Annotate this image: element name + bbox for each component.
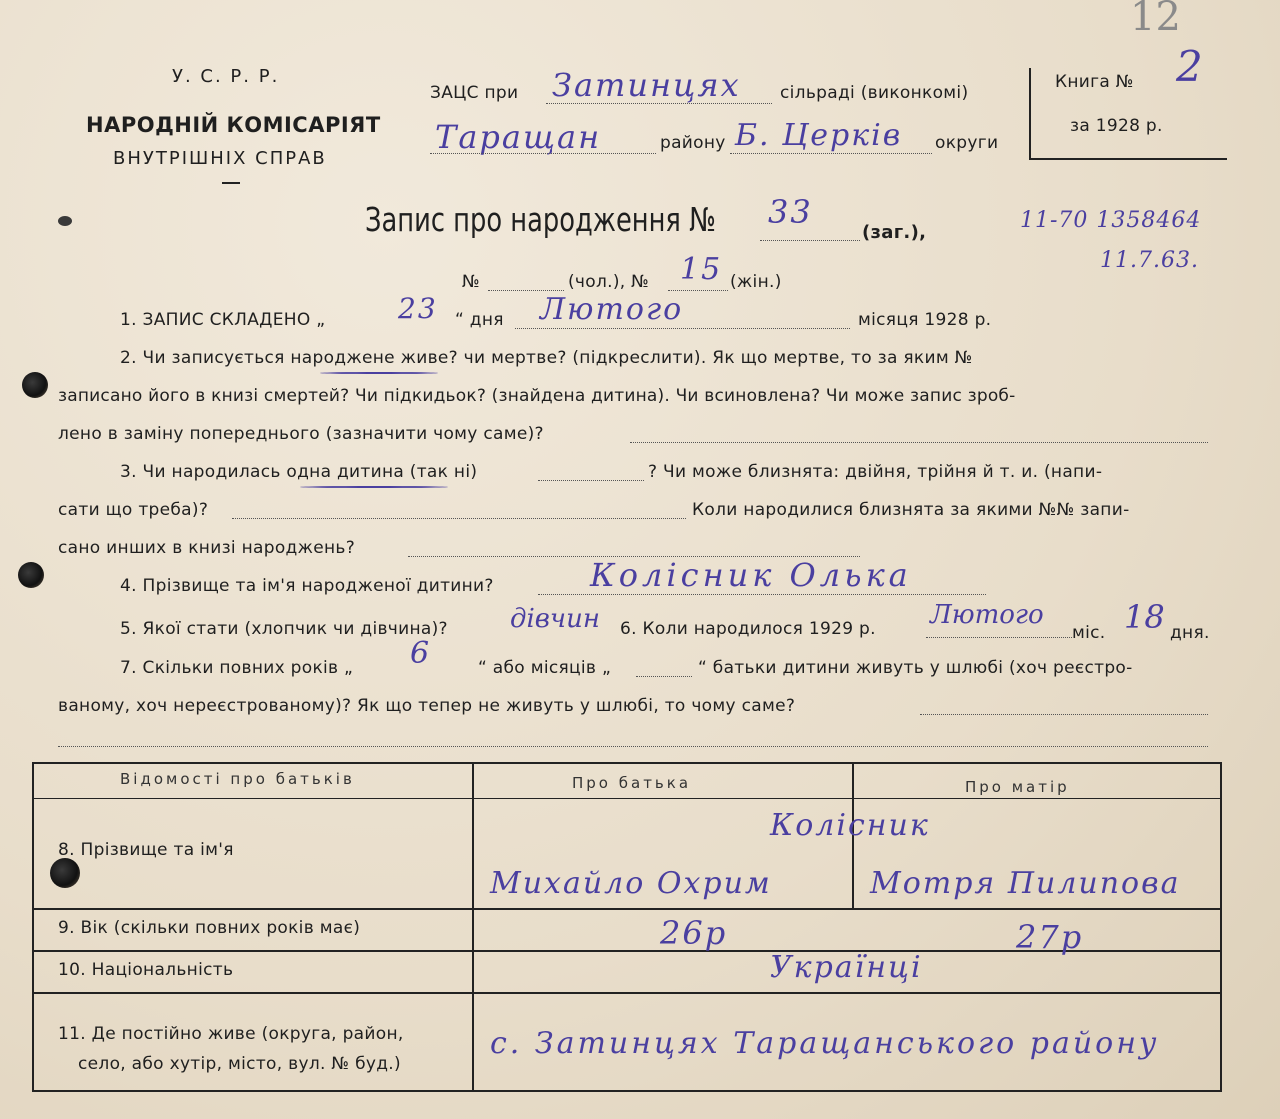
table-bottom	[32, 1090, 1222, 1092]
item-7-line-1c: “ батьки дитини живуть у шлюбі (хоч реєстро-	[698, 658, 1133, 678]
item-2-line-1: 2. Чи записується народжене живе? чи мертве? (підкреслити). Як що мертве, то за яким №	[120, 348, 973, 368]
corner-mark: 12	[1130, 0, 1181, 40]
sub-zhin-underline	[668, 290, 728, 291]
item-1-label: 1. ЗАПИС СКЛАДЕНО „	[120, 310, 326, 330]
ussr-label: У. С. Р. Р.	[172, 66, 280, 87]
table-header-bottom	[32, 798, 1222, 799]
item-7-line-3-dots	[58, 746, 1208, 747]
okrug-label: округи	[935, 133, 999, 153]
item-6-dnia: дня.	[1170, 623, 1210, 643]
item-4-dots	[538, 594, 986, 595]
book-number-handwritten: 2	[1176, 42, 1205, 91]
birth-day-handwritten: 18	[1124, 598, 1165, 636]
item-1-day-label: “ дня	[455, 310, 504, 330]
item-3-underline-mark	[300, 486, 448, 488]
item-1-month-underline	[515, 328, 850, 329]
item-2-line-3: лено в заміну попереднього (зазначити чому саме)?	[58, 424, 544, 444]
record-title: Запис про народження №	[365, 200, 716, 239]
nationality-handwritten: Українці	[770, 950, 923, 985]
parents-surname-handwritten: Колісник	[770, 808, 930, 843]
item-3-line-1a: 3. Чи народилась одна дитина (так ні)	[120, 462, 478, 482]
item-3-line-2a: сати що треба)?	[58, 500, 209, 520]
sub-zhin-label: (жін.)	[730, 272, 782, 292]
book-label: Книга №	[1055, 72, 1134, 92]
item-3-line-1-dots	[538, 480, 644, 481]
table-row10-bottom	[32, 992, 1222, 994]
raion-label: району	[660, 133, 726, 153]
item-2-line-3-dots	[630, 442, 1208, 443]
hole-mark	[58, 216, 72, 226]
col-father-header: Про батька	[572, 774, 692, 792]
item-3-line-2b: Коли народилися близнята за якими №№ запи-	[692, 500, 1130, 520]
punch-hole-3	[50, 858, 80, 888]
row-9-label: 9. Вік (скільки повних років має)	[58, 918, 361, 938]
birth-month-dots	[926, 637, 1072, 638]
item-7-months-dots	[636, 676, 692, 677]
item-7-line-1a: 7. Скільки повних років „	[120, 658, 354, 678]
father-name-handwritten: Михайло Охрим	[490, 866, 772, 901]
raion-underline	[430, 153, 656, 154]
row-8-label: 8. Прізвище та ім'я	[58, 840, 234, 860]
record-number-handwritten: 33	[768, 193, 813, 231]
marriage-years-handwritten: 6	[410, 636, 432, 671]
item-1-day-handwritten: 23	[398, 292, 438, 325]
sub-no-label: №	[462, 272, 480, 292]
sub-chol-underline	[488, 290, 564, 291]
year-label: за 1928 р.	[1070, 116, 1163, 136]
table-left	[32, 762, 34, 1092]
table-top	[32, 762, 1222, 764]
item-3-line-1b: ? Чи може близнята: двійня, трійня й т. и. (напи-	[648, 462, 1103, 482]
item-1-month-handwritten: Лютого	[540, 292, 684, 327]
zacs-suffix: сільраді (виконкомі)	[780, 83, 969, 103]
raion-handwritten: Таращан	[435, 118, 602, 156]
punch-hole-1	[22, 372, 48, 398]
commissariat-label: НАРОДНІЙ КОМІСАРІЯТ	[86, 113, 381, 137]
row-10-label: 10. Національність	[58, 960, 234, 980]
header-dash	[222, 182, 240, 184]
mother-age-handwritten: 27р	[1016, 918, 1084, 956]
item-2-underline-mark	[320, 372, 438, 374]
col-parents-header: Відомості про батьків	[120, 770, 355, 788]
item-2-line-2: записано його в книзі смертей? Чи підкидьок? (знайдена дитина). Чи всиновлена? Чи може запис зроб-	[58, 386, 1016, 406]
child-sex-handwritten: дівчин	[510, 604, 600, 634]
item-3-line-3: сано инших в книзі народжень?	[58, 538, 356, 558]
item-7-line-1b: “ або місяців „	[478, 658, 612, 678]
margin-note-2: 11.7.63.	[1100, 248, 1199, 273]
item-4-label: 4. Прізвище та ім'я народженої дитини?	[120, 576, 494, 596]
item-6-mis: міс.	[1072, 623, 1106, 643]
table-col-1	[472, 762, 474, 1092]
child-name-handwritten: Колісник Олька	[590, 556, 912, 594]
item-7-line-2-dots	[920, 714, 1208, 715]
sub-zhin-handwritten: 15	[680, 252, 723, 287]
sub-chol-label: (чол.), №	[568, 272, 650, 292]
item-5-label: 5. Якої стати (хлопчик чи дівчина)?	[120, 619, 448, 639]
item-7-line-2: ваному, хоч нереєстрованому)? Як що тепер не живуть у шлюбі, то чому саме?	[58, 696, 796, 716]
item-1-month-label: місяця 1928 р.	[858, 310, 992, 330]
item-3-line-2-dots	[232, 518, 686, 519]
father-age-handwritten: 26р	[660, 914, 728, 952]
record-number-underline	[760, 240, 860, 241]
table-right	[1220, 762, 1222, 1092]
internal-affairs-label: ВНУТРІШНІХ СПРАВ	[113, 148, 327, 169]
book-box-left	[1029, 68, 1031, 160]
margin-note-1: 11-70 1358464	[1020, 208, 1202, 233]
punch-hole-2	[18, 562, 44, 588]
col-mother-header: Про матір	[965, 778, 1070, 796]
mother-name-handwritten: Мотря Пилипова	[870, 866, 1181, 901]
row-11-line-1: 11. Де постійно живе (округа, район,	[58, 1024, 404, 1044]
table-row8-bottom	[32, 908, 1222, 910]
book-box-bottom	[1029, 158, 1227, 160]
birth-month-handwritten: Лютого	[930, 600, 1044, 630]
item-6-label: 6. Коли народилося 1929 р.	[620, 619, 876, 639]
okrug-handwritten: Б. Церків	[735, 118, 903, 153]
record-title-suffix: (заг.),	[862, 222, 927, 243]
row-11-line-2: село, або хутір, місто, вул. № буд.)	[78, 1054, 401, 1074]
zacs-prefix: ЗАЦС при	[430, 83, 519, 103]
village-handwritten: Затинцях	[552, 66, 741, 104]
residence-handwritten: с. Затинцях Таращанського району	[490, 1026, 1160, 1061]
okrug-underline	[730, 153, 932, 154]
